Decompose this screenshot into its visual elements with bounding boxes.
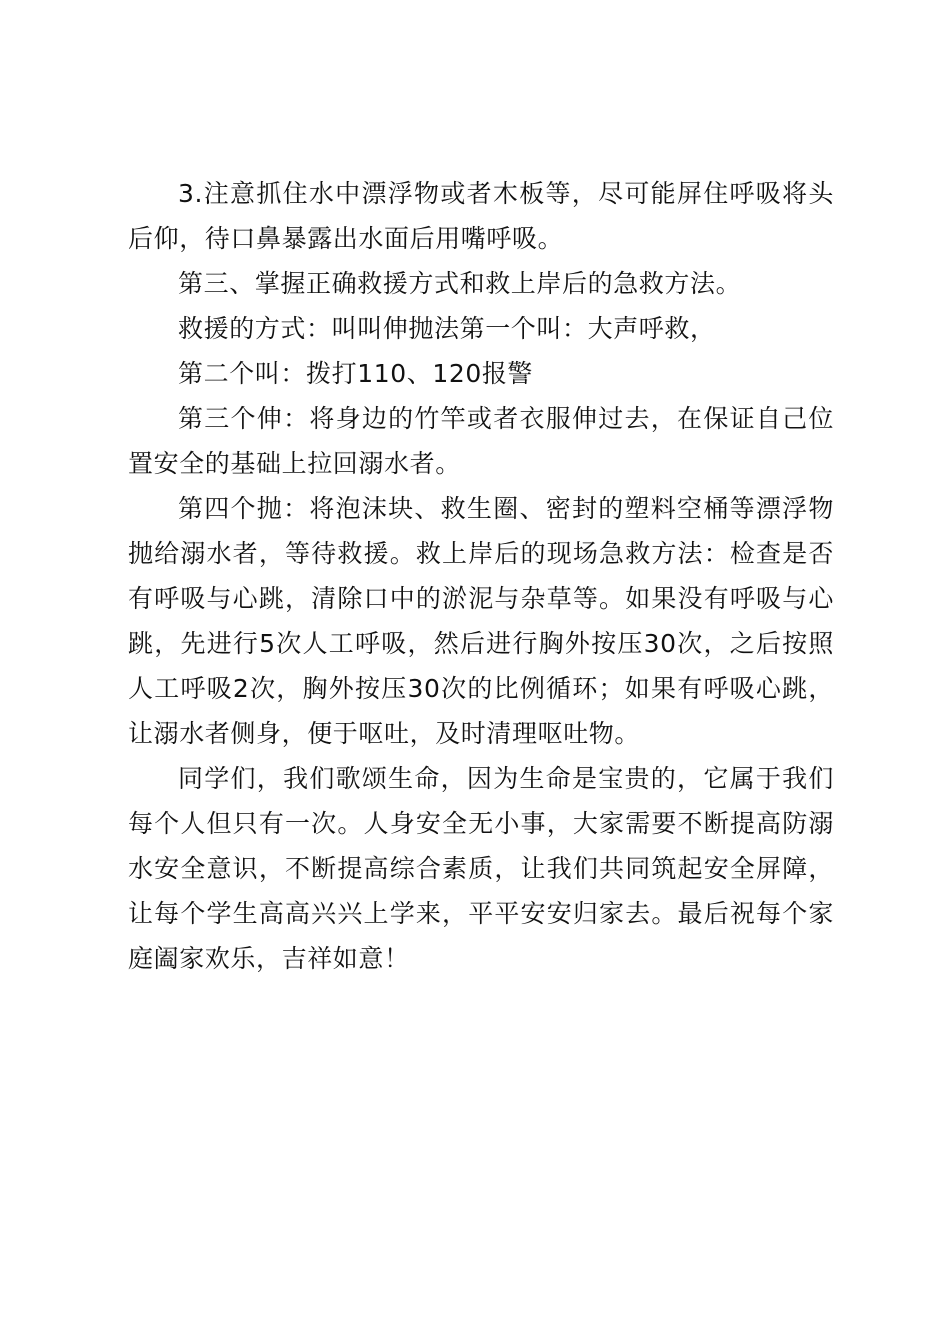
- paragraph-fourth-throw: 第四个抛：将泡沫块、救生圈、密封的塑料空桶等漂浮物抛给溺水者，等待救援。救上岸后的现场急救方法：检查是否有呼吸与心跳，清除口中的淤泥与杂草等。如果没有呼吸与心跳，先进行5次人工呼吸，然后进行胸外按压30次，之后按照人工呼吸2次，胸外按压30次的比例循环；如果有呼吸心跳，让溺水者侧身，便于呕吐，及时清理呕吐物。: [128, 494, 834, 748]
- paragraph-closing: 同学们，我们歌颂生命，因为生命是宝贵的，它属于我们每个人但只有一次。人身安全无小事，大家需要不断提高防溺水安全意识，不断提高综合素质，让我们共同筑起安全屏障，让每个学生高高兴兴上学来，平平安安归家去。最后祝每个家庭阖家欢乐，吉祥如意！: [128, 764, 834, 973]
- document-body: [128, 171, 834, 981]
- paragraph-tip-3: 3.注意抓住水中漂浮物或者木板等，尽可能屏住呼吸将头后仰，待口鼻暴露出水面后用嘴呼吸。: [128, 179, 834, 253]
- paragraph-rescue-methods: 救援的方式：叫叫伸抛法第一个叫：大声呼救，: [178, 314, 716, 343]
- paragraph-section-3-heading: 第三、掌握正确救援方式和救上岸后的急救方法。: [178, 269, 742, 298]
- paragraph-third-reach: 第三个伸：将身边的竹竿或者衣服伸过去，在保证自己位置安全的基础上拉回溺水者。: [128, 404, 834, 478]
- paragraph-second-call: 第二个叫：拨打110、120报警: [178, 359, 534, 388]
